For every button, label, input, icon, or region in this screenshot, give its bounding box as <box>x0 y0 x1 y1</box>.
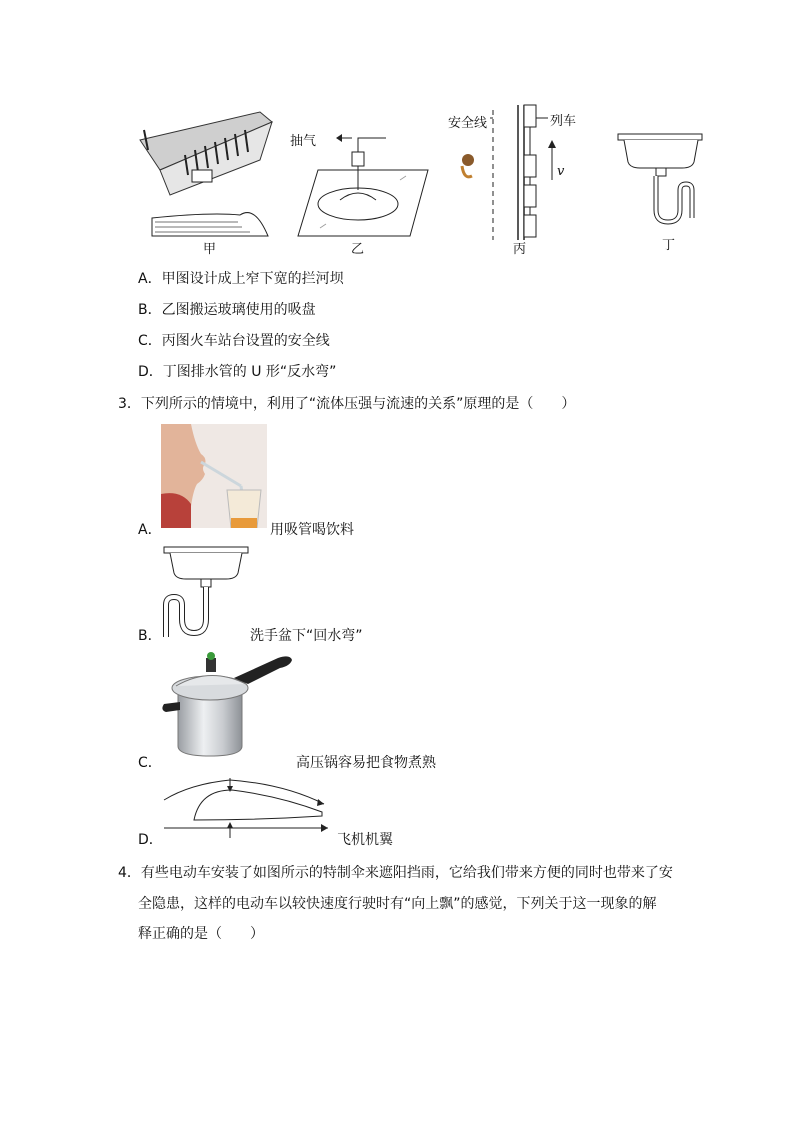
straw-drinking-photo <box>161 424 267 528</box>
q3-stem: 3．下列所示的情境中，利用了“流体压强与流速的关系”原理的是（ ） <box>118 396 576 412</box>
pressure-cooker-photo <box>160 648 296 760</box>
q3-option-c-text: 高压锅容易把食物煮熟 <box>296 755 436 771</box>
label-safety-line: 安全线 <box>448 116 488 131</box>
sink-trap-illustration <box>618 134 702 222</box>
label-chouqi: 抽气 <box>290 134 317 149</box>
option-text: 甲图设计成上窄下宽的拦河坝 <box>161 271 344 287</box>
label-velocity: v <box>557 164 565 179</box>
q2-option-b <box>138 301 316 319</box>
option-letter: A． <box>138 271 162 287</box>
label-jia: 甲 <box>203 242 217 257</box>
q4-stem-line-2: 全隐患，这样的电动车以较快速度行驶时有“向上飘”的感觉，下列关于这一现象的解 <box>138 896 657 912</box>
q3-option-a-text: 用吸管喝饮料 <box>270 522 354 538</box>
basin-trap-illustration <box>158 543 254 639</box>
q2-option-d <box>138 363 336 381</box>
q3-option-d-text: 飞机机翼 <box>337 832 393 848</box>
airplane-wing-diagram <box>160 776 336 838</box>
label-yi: 乙 <box>351 242 365 257</box>
dam-illustration <box>140 112 272 236</box>
q3-option-a-letter: A． <box>138 522 162 538</box>
option-text: 丙图火车站台设置的安全线 <box>161 333 330 349</box>
q2-option-c <box>138 332 330 350</box>
figure-row-top <box>130 100 730 260</box>
label-bing: 丙 <box>513 242 527 257</box>
q4-stem-line-1: 4．有些电动车安装了如图所示的特制伞来遮阳挡雨，它给我们带来方便的同时也带来了安 <box>118 865 673 881</box>
option-letter: D． <box>138 364 163 380</box>
q3-option-d-letter: D． <box>138 832 163 848</box>
q3-option-b-text: 洗手盆下“回水弯” <box>250 628 363 644</box>
option-letter: B． <box>138 302 162 318</box>
label-ding: 丁 <box>662 238 676 253</box>
q3-option-c-letter: C． <box>138 755 162 771</box>
q3-option-b-letter: B． <box>138 628 162 644</box>
q4-stem-line-3: 释正确的是（ ） <box>138 926 264 942</box>
suction-cup-illustration <box>298 134 428 236</box>
option-text: 丁图排水管的 U 形“反水弯” <box>162 364 337 380</box>
option-letter: C． <box>138 333 162 349</box>
option-text: 乙图搬运玻璃使用的吸盘 <box>161 302 316 318</box>
label-train: 列车 <box>550 114 577 129</box>
q2-option-a <box>138 270 344 288</box>
